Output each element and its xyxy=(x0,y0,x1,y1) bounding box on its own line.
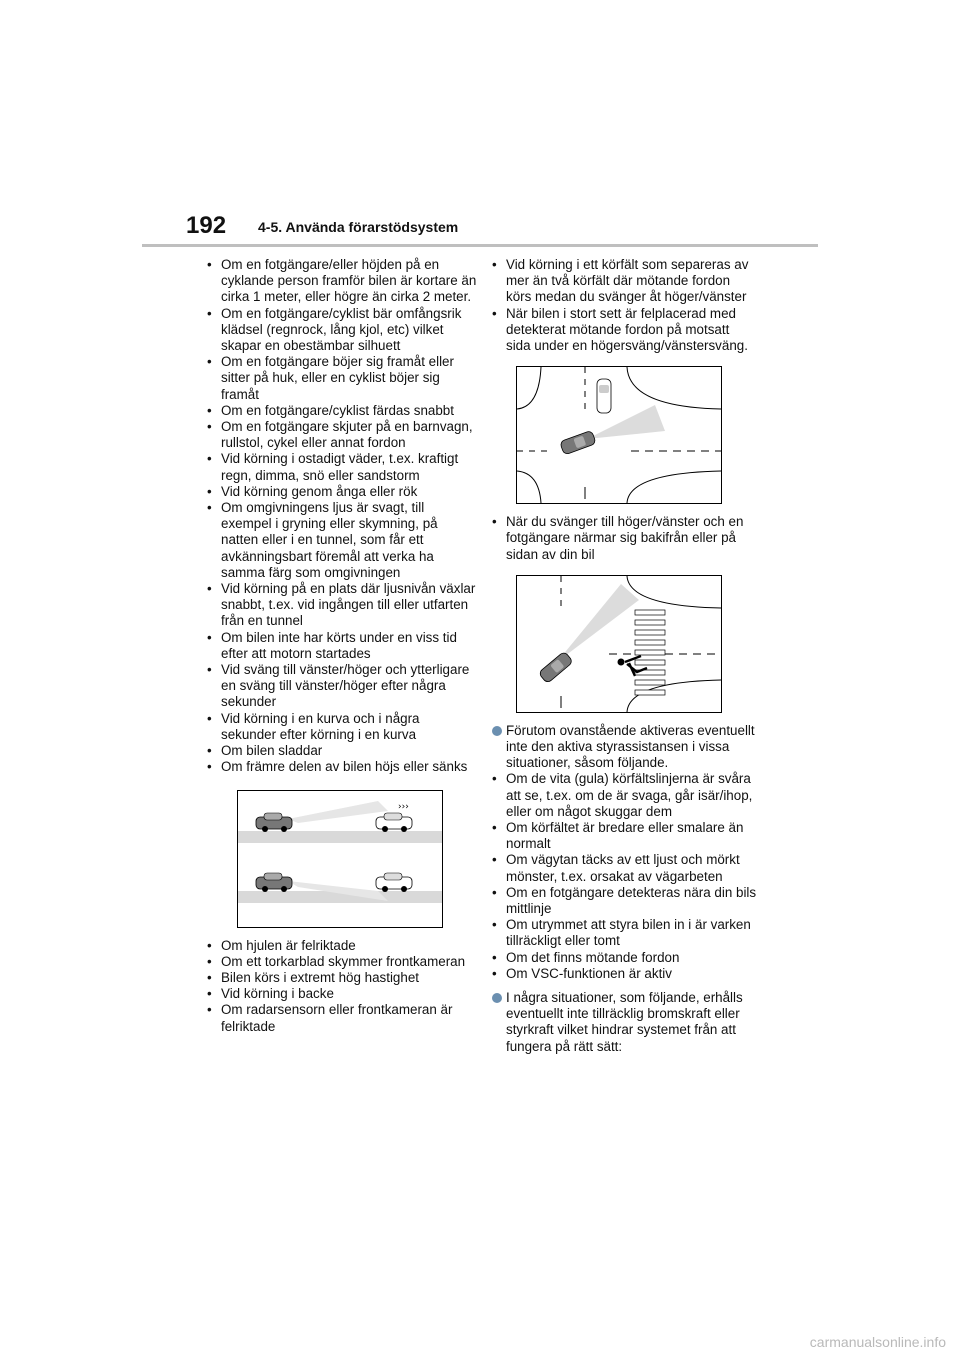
own-car-icon xyxy=(560,430,597,455)
note-bullet-icon xyxy=(492,726,502,736)
note-text: Förutom ovanstående aktiveras eventuellt inte den aktiva styrassistansen i vissa situationer, såsom följande. xyxy=(506,722,755,771)
oncoming-car-icon xyxy=(597,379,611,413)
lower-lead-car-icon xyxy=(376,873,412,892)
list-item: • Om vägytan täcks av ett ljust och mörkt mönster, t.ex. orsakat av vägarbeten xyxy=(492,852,757,884)
intersection-oncoming-svg xyxy=(517,367,721,503)
list-item: • Om VSC-funktionen är aktiv xyxy=(492,966,757,982)
list-item: • Vid körning genom ånga eller rök xyxy=(207,484,477,500)
list-item: • Om radarsensorn eller frontkameran är felriktade xyxy=(207,1002,477,1034)
left-bullet-list-2 xyxy=(207,938,477,1035)
list-item: • Vid körning i backe xyxy=(207,986,477,1002)
list-item: • Om ett torkarblad skymmer frontkameran xyxy=(207,954,477,970)
upper-road xyxy=(238,831,442,843)
header-rule xyxy=(142,244,818,247)
list-item: • Om en fotgängare/cyklist bär omfångsrik klädsel (regnrock, lång kjol, etc) vilket skapar en obestämbar silhuett xyxy=(207,306,477,355)
list-item: • Om en fotgängare detekteras nära din bils mittlinje xyxy=(492,885,757,917)
list-item: • När bilen i stort sett är felplacerad med detekterat mötande fordon på motsatt sida under en högersväng/vänstersväng. xyxy=(492,306,757,355)
note-paragraph-2 xyxy=(492,990,757,1055)
list-item: • Om bilen sladdar xyxy=(207,743,477,759)
note-text: I några situationer, som följande, erhålls eventuellt inte tillräcklig bromskraft eller styrkraft vilket hindrar systemet från att fungera på rätt sätt: xyxy=(506,990,743,1054)
list-item: • Vid körning i ostadigt väder, t.ex. kraftigt regn, dimma, snö eller sandstorm xyxy=(207,451,477,483)
list-item: • Om körfältet är bredare eller smalare än normalt xyxy=(492,820,757,852)
watermark: carmanualsonline.info xyxy=(809,1334,946,1350)
left-column xyxy=(207,257,477,1035)
list-item: • Vid körning i en kurva och i några sekunder efter körning i en kurva xyxy=(207,711,477,743)
list-item: • Om en fotgängare/cyklist färdas snabbt xyxy=(207,403,477,419)
upper-beam-arrow-icon: ››› xyxy=(398,801,409,812)
note-bullet-icon xyxy=(492,993,502,1003)
list-item: • Om en fotgängare skjuter på en barnvagn, rullstol, cykel eller annat fordon xyxy=(207,419,477,451)
list-item: • Om utrymmet att styra bilen in i är varken tillräckligt eller tomt xyxy=(492,917,757,949)
list-item: • Bilen körs i extremt hög hastighet xyxy=(207,970,477,986)
right-column xyxy=(492,257,757,1055)
list-item: • Om det finns mötande fordon xyxy=(492,950,757,966)
list-item: • Om bilen inte har körts under en viss tid efter att motorn startades xyxy=(207,630,477,662)
intersection-pedestrian-svg xyxy=(517,576,721,712)
list-item: • Om hjulen är felriktade xyxy=(207,938,477,954)
crosswalk xyxy=(635,610,665,695)
left-bullet-list xyxy=(207,257,477,776)
list-item: • Vid sväng till vänster/höger och ytterligare en sväng till vänster/höger efter några sekunder xyxy=(207,662,477,711)
upper-own-car-icon xyxy=(256,813,292,832)
slope-illustration xyxy=(237,790,443,928)
section-title: 4-5. Använda förarstödsystem xyxy=(258,219,459,235)
lower-own-car-icon xyxy=(256,873,292,892)
page-number: 192 xyxy=(186,212,227,239)
note-1-bullet-list xyxy=(492,771,757,982)
curb-top-left xyxy=(517,367,541,409)
list-item: • Om främre delen av bilen höjs eller sänks xyxy=(207,759,477,775)
list-item: • Vid körning på en plats där ljusnivån växlar snabbt, t.ex. vid ingången till eller utfarten från en tunnel xyxy=(207,581,477,630)
curb-bottom-left xyxy=(517,471,541,503)
curb-top-right xyxy=(627,576,721,608)
curb-top-right xyxy=(627,367,721,409)
slope-illustration-svg xyxy=(238,791,442,927)
own-car-icon xyxy=(538,651,573,684)
list-item: • Om de vita (gula) körfältslinjerna är svåra att se, t.ex. om de är svaga, går isär/ihop, eller om något skuggar dem xyxy=(492,771,757,820)
curb-bottom-right xyxy=(627,471,721,503)
right-bullet-list-2 xyxy=(492,514,757,563)
list-item: • Om omgivningens ljus är svagt, till exempel i gryning eller skymning, på natten eller i en tunnel, som får ett avkänningsbart föremål att verka ha samma färg som omgivningen xyxy=(207,500,477,581)
upper-radar-beam xyxy=(288,801,388,823)
list-item: • Om en fotgängare böjer sig framåt eller sitter på huk, eller en cyklist böjer sig framåt xyxy=(207,354,477,403)
note-paragraph-1 xyxy=(492,723,757,772)
list-item: • Vid körning i ett körfält som separeras av mer än två körfält där mötande fordon körs medan du svänger åt höger/vänster xyxy=(492,257,757,306)
intersection-pedestrian-illustration xyxy=(516,575,722,713)
right-bullet-list xyxy=(492,257,757,354)
upper-lead-car-icon xyxy=(376,813,412,832)
list-item: • När du svänger till höger/vänster och en fotgängare närmar sig bakifrån eller på sidan av din bil xyxy=(492,514,757,563)
radar-beam xyxy=(557,584,639,662)
intersection-oncoming-illustration xyxy=(516,366,722,504)
list-item: • Om en fotgängare/eller höjden på en cyklande person framför bilen är kortare än cirka 1 meter, eller högre än cirka 2 meter. xyxy=(207,257,477,306)
